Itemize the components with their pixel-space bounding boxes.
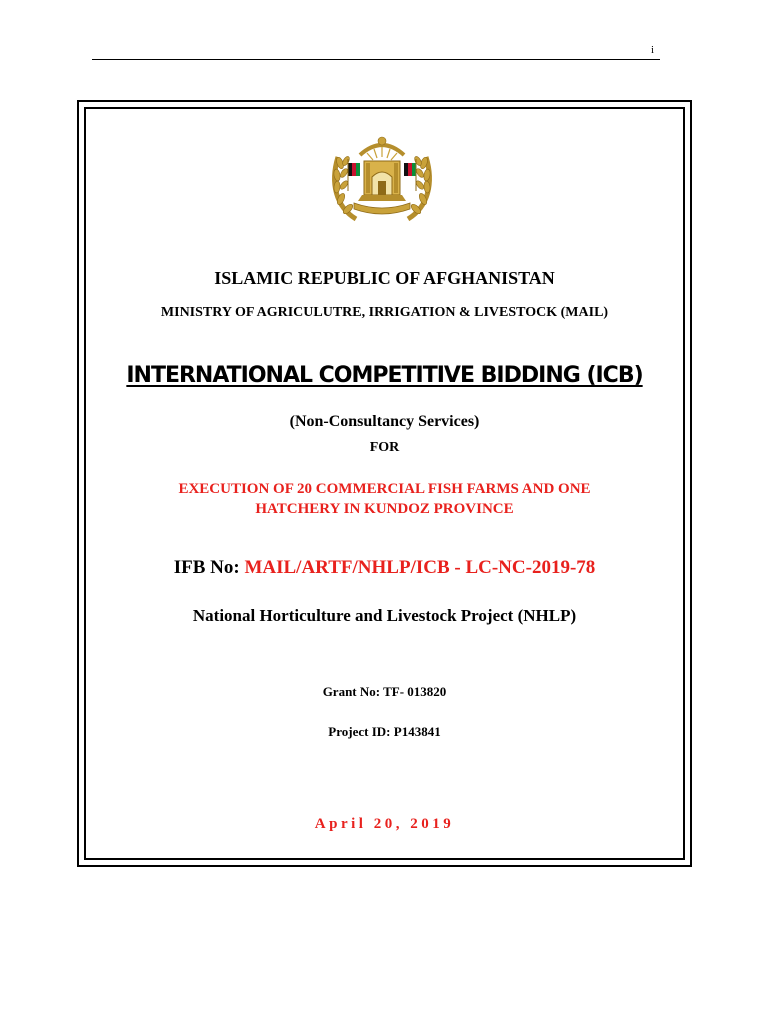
issue-date: April 20, 2019 [314,816,455,832]
ministry-name: MINISTRY OF AGRICULUTRE, IRRIGATION & LIVESTOCK (MAIL) [160,305,609,320]
execution-title [77,479,692,519]
execution-title-line-2: HATCHERY IN KUNDOZ PROVINCE [255,501,514,517]
services-type: (Non-Consultancy Services) [289,413,480,430]
project-id: Project ID: P143841 [328,724,441,739]
grant-number: Grant No: TF- 013820 [322,684,447,699]
header-rule [92,59,660,60]
project-name: National Horticulture and Livestock Project (NHLP) [192,606,577,625]
ifb-label: IFB No: [173,557,245,578]
execution-title-line-1: EXECUTION OF 20 COMMERCIAL FISH FARMS AND ONE [178,481,591,497]
afghanistan-emblem-icon [326,133,438,225]
page-number: i [651,44,655,56]
ifb-number-line [77,557,692,579]
ifb-number: MAIL/ARTF/NHLP/ICB - LC-NC-2019-78 [244,557,596,578]
for-label: FOR [369,440,400,455]
bidding-title: INTERNATIONAL COMPETITIVE BIDDING (ICB) [126,363,643,388]
country-name: ISLAMIC REPUBLIC OF AFGHANISTAN [214,268,555,288]
